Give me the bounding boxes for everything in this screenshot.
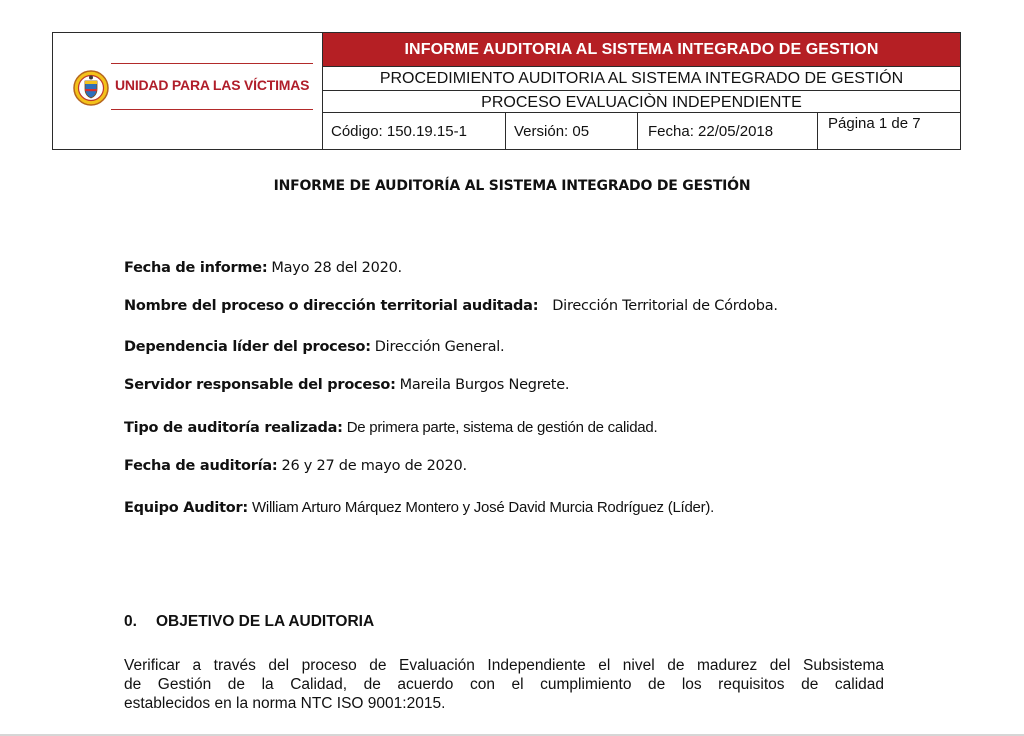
paragraph-line: de Gestión de la Calidad, de acuerdo con el cumplimiento de los requisitos de calidad <box>124 676 884 693</box>
section-heading <box>124 613 374 631</box>
section-number: 0. <box>124 613 137 630</box>
objective-paragraph <box>124 656 884 713</box>
field-audit-team <box>124 499 714 516</box>
logo-wordmark: UNIDAD PARA LAS VÍCTIMAS <box>115 77 310 93</box>
document-date: Fecha: 22/05/2018 <box>638 113 818 149</box>
field-value: Mareila Burgos Negrete. <box>399 377 570 393</box>
field-audit-type <box>124 419 657 436</box>
document-version: Versión: 05 <box>506 113 638 149</box>
logo-rule-top <box>111 63 313 64</box>
section-title: OBJETIVO DE LA AUDITORIA <box>156 613 375 630</box>
field-lead-unit <box>124 339 504 355</box>
logo-rule-bottom <box>111 109 313 110</box>
paragraph-line: establecidos en la norma NTC ISO 9001:2015. <box>124 695 446 712</box>
report-title-bar: INFORME AUDITORIA AL SISTEMA INTEGRADO DE GESTION <box>323 33 960 67</box>
process-name: PROCESO EVALUACIÒN INDEPENDIENTE <box>323 91 960 113</box>
field-value: Dirección General. <box>374 339 505 355</box>
field-value: Mayo 28 del 2020. <box>271 260 402 276</box>
field-audit-date <box>124 458 467 474</box>
field-label: Servidor responsable del proceso: <box>124 377 396 393</box>
document-code: Código: 150.19.15-1 <box>323 113 506 149</box>
field-value: Dirección Territorial de Córdoba. <box>552 298 778 314</box>
field-label: Dependencia líder del proceso: <box>124 339 371 355</box>
field-label: Tipo de auditoría realizada: <box>124 420 343 436</box>
field-value: William Arturo Márquez Montero y José David Murcia Rodríguez (Líder). <box>251 499 715 516</box>
field-value: De primera parte, sistema de gestión de calidad. <box>346 419 658 436</box>
field-label: Nombre del proceso o dirección territorial auditada: <box>124 298 539 314</box>
field-value: 26 y 27 de mayo de 2020. <box>281 458 467 474</box>
field-label: Fecha de auditoría: <box>124 458 278 474</box>
document-header-table <box>52 32 961 150</box>
logo-cell <box>53 33 323 149</box>
field-audited-process <box>124 298 778 314</box>
field-responsible-officer <box>124 377 569 393</box>
paragraph-line: Verificar a través del proceso de Evaluación Independiente el nivel de madurez del Subsistema <box>124 657 884 674</box>
field-report-date <box>124 260 402 276</box>
document-meta-row <box>323 113 960 149</box>
page-number: Página 1 de 7 <box>828 115 921 132</box>
coat-of-arms-icon <box>73 69 109 107</box>
field-label: Fecha de informe: <box>124 260 268 276</box>
page-title: INFORME DE AUDITORÍA AL SISTEMA INTEGRADO DE GESTIÓN <box>273 178 751 194</box>
procedure-name: PROCEDIMIENTO AUDITORIA AL SISTEMA INTEGRADO DE GESTIÓN <box>323 67 960 91</box>
field-label: Equipo Auditor: <box>124 500 248 516</box>
